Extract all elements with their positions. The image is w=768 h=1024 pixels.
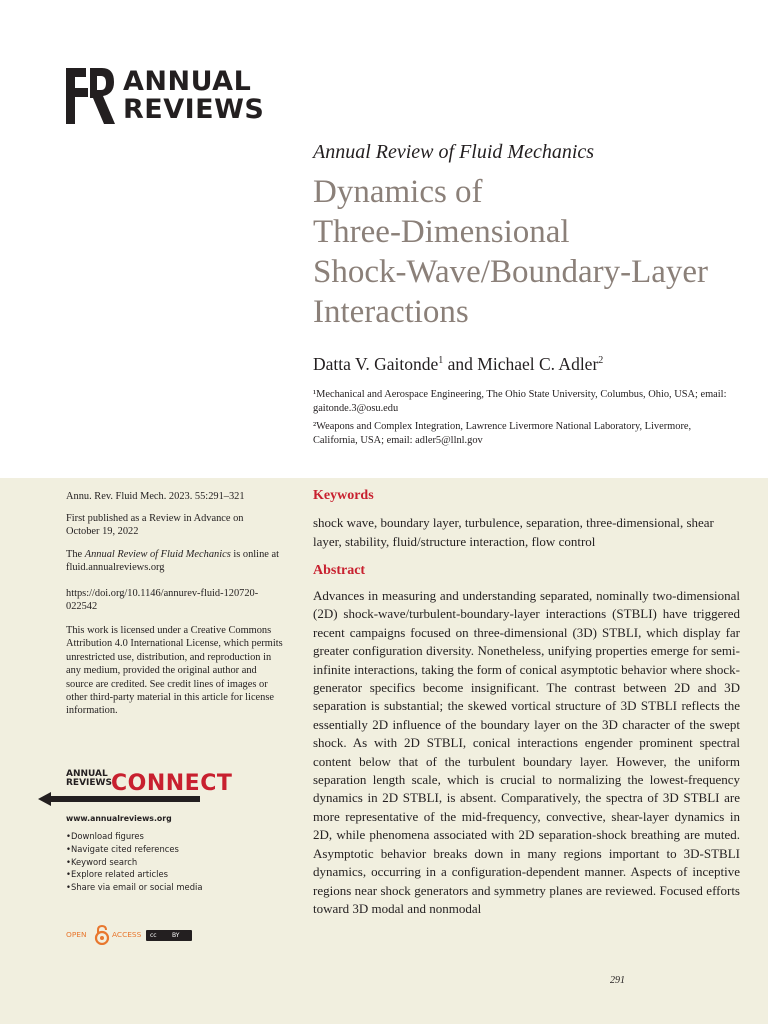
ar-logo-icon <box>66 68 116 124</box>
citation: Annu. Rev. Fluid Mech. 2023. 55:291–321 <box>66 491 245 502</box>
abstract-text: Advances in measuring and understanding separated, nominally two-dimensional (2D) shock-wave/turbulent-boundary-layer interactions (STBLI) have triggered recent campaigns focused on three-dimensional (3D) STBLI, which display far greater configuration diversity. Nonetheless, unifying properties emerge for semi-infinite interactions, taking the form of conical asymptotic behavior where shock-generator specifics become insignificant. The contrast between 2D and 3D separation is substantial; the skewed vortical structure of 3D STBLI reflects the essentially 2D influence of the boundary layer on the 3D character of the swept shock. As with 2D STBLI, conical interactions engender prominent spectral content below that of the turbulent boundary layer. However, the uniform separation length scale, which is crucial to normalizing the lowest-frequency dynamics in 2D STBLI, is absent. Comparatively, the spectra of 3D STBLI are more representative of the mid-frequency, convective, shear-layer dynamics in 2D, while phenomena associated with 2D separation-shock breathing are muted. Asymptotic behavior breaks down in many regions important to 3D-STBLI dynamics, occurring in a configuration-dependent manner. Aspects of inceptive regions near shock generators and symmetry planes are reviewed. Focused efforts toward 3D modal and nonmodal <box>313 588 740 916</box>
publication-date: First published as a Review in Advance on October 19, 2022 <box>66 513 244 538</box>
list-item: • Navigate cited references <box>66 843 202 856</box>
abstract-heading: Abstract <box>313 563 366 578</box>
connect-ar-line2: REVIEWS <box>66 778 112 788</box>
page-number: 291 <box>610 975 625 986</box>
connect-ar-label <box>66 770 112 788</box>
doi-link[interactable]: https://doi.org/10.1146/annurev-fluid-120720-022542 <box>66 588 259 613</box>
license-text: This work is licensed under a Creative Commons Attribution 4.0 International License, which permits unrestricted use, distribution, and reproduction in any medium, provided the original author and source are credited. See credit lines of images or other third-party material in this article for license information. <box>66 625 283 717</box>
keywords-text: shock wave, boundary layer, turbulence, separation, three-dimensional, shear layer, stability, fluid/structure interaction, flow control <box>313 515 714 549</box>
keywords-heading: Keywords <box>313 488 374 503</box>
author-conjunction: and <box>443 354 478 374</box>
affiliation-marker: 1 <box>438 355 444 367</box>
title-line: Interactions <box>313 294 469 330</box>
open-access-badge <box>66 925 196 945</box>
title-line: Dynamics of <box>313 174 483 210</box>
list-item: • Keyword search <box>66 856 202 869</box>
author-name: Datta V. Gaitonde <box>313 354 439 374</box>
online-note-journal: Annual Review of Fluid Mechanics <box>84 549 231 560</box>
connect-title: CONNECT <box>111 771 233 796</box>
title-line: Shock-Wave/Boundary-Layer <box>313 254 709 290</box>
online-note-suffix: is online at fluid.annualreviews.org <box>66 549 279 574</box>
list-item: • Download figures <box>66 830 202 843</box>
journal-name: Annual Review of Fluid Mechanics <box>313 141 595 163</box>
cc-by-license-icon <box>146 930 192 941</box>
logo-line1: ANNUAL <box>123 66 252 97</box>
article-title <box>313 172 743 332</box>
affiliation-1: ¹Mechanical and Aerospace Engineering, The Ohio State University, Columbus, Ohio, USA; email: gaitonde.3@osu.edu <box>313 389 727 414</box>
open-lock-icon <box>94 925 110 945</box>
connect-ar-line1: ANNUAL <box>66 769 108 779</box>
online-note-prefix: The <box>66 549 85 560</box>
connect-url[interactable]: www.annualreviews.org <box>66 814 172 823</box>
by-label: BY <box>172 932 180 939</box>
list-item: • Explore related articles <box>66 868 202 881</box>
connect-features <box>66 830 202 894</box>
affiliation-marker: 2 <box>598 355 604 367</box>
arrow-left-icon <box>38 792 200 806</box>
affiliation-2: ²Weapons and Complex Integration, Lawrence Livermore National Laboratory, Livermore, California, USA; email: adler5@llnl.gov <box>313 421 692 446</box>
logo-text <box>123 68 264 124</box>
author-name: Michael C. Adler <box>477 354 599 374</box>
cc-label: cc <box>150 932 157 939</box>
online-note <box>66 548 286 575</box>
logo-line2: REVIEWS <box>123 94 265 125</box>
author-list <box>313 354 603 375</box>
open-label: OPEN <box>66 930 87 939</box>
title-line: Three-Dimensional <box>313 214 570 250</box>
list-item: • Share via email or social media <box>66 881 202 894</box>
access-label: ACCESS <box>112 930 142 939</box>
annual-reviews-connect[interactable] <box>38 769 233 910</box>
